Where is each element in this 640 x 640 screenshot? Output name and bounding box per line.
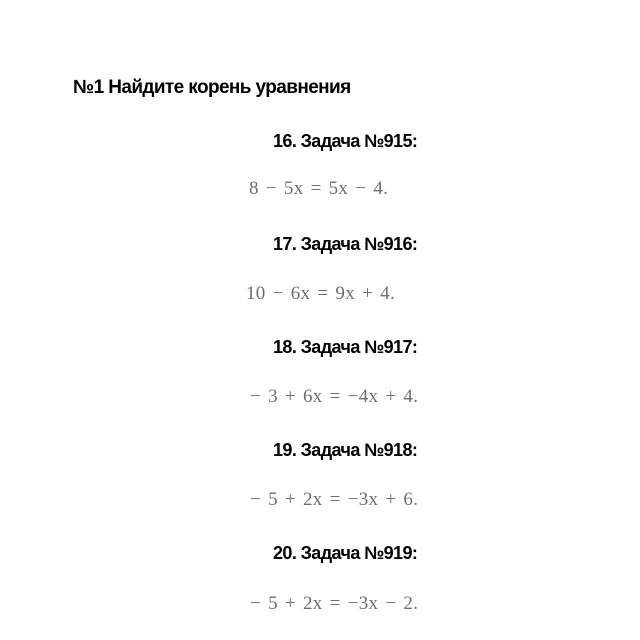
- task-equation-20: − 5 + 2x = −3x − 2.: [250, 593, 419, 614]
- task-equation-17: 10 − 6x = 9x + 4.: [246, 283, 395, 304]
- task-heading-17: 17. Задача №916:: [273, 234, 418, 254]
- task-heading-19: 19. Задача №918:: [273, 440, 418, 460]
- task-heading-16: 16. Задача №915:: [273, 131, 418, 151]
- task-heading-20: 20. Задача №919:: [273, 543, 418, 563]
- task-equation-19: − 5 + 2x = −3x + 6.: [250, 489, 419, 510]
- task-equation-16: 8 − 5x = 5x − 4.: [249, 178, 389, 199]
- page-title: №1 Найдите корень уравнения: [73, 77, 351, 98]
- task-heading-18: 18. Задача №917:: [273, 337, 418, 357]
- task-equation-18: − 3 + 6x = −4x + 4.: [250, 386, 419, 407]
